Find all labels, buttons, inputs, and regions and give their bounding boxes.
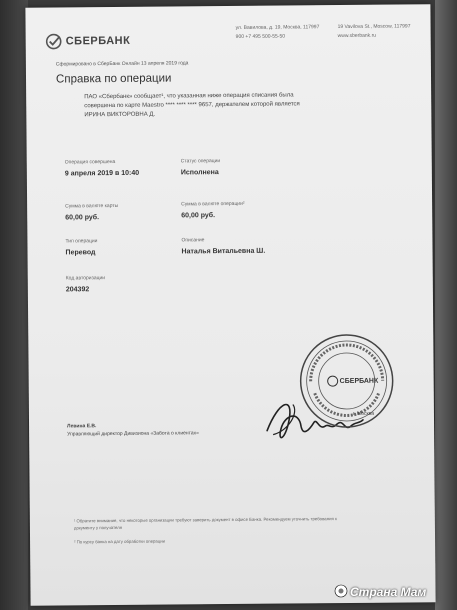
document-paper xyxy=(25,4,435,606)
address-en xyxy=(338,22,411,41)
stamp-bank-name: СБЕРБАНК xyxy=(339,377,379,386)
card-amount-value: 60,00 руб. xyxy=(65,214,100,222)
watermark-icon xyxy=(334,584,348,598)
auth-code-value: 204392 xyxy=(65,286,90,294)
auth-code-label: Код авторизации xyxy=(65,275,106,282)
sberbank-logo-icon xyxy=(46,33,62,49)
watermark-text: Страна Мам xyxy=(350,585,427,599)
address-line: www.sberbank.ru xyxy=(337,32,377,40)
recipient-value: Наталья Витальевна Ш. xyxy=(181,247,266,256)
op-amount-value: 60,00 руб. xyxy=(181,212,216,220)
background-right xyxy=(435,0,457,610)
address-ru xyxy=(236,23,320,42)
status-label: Статус операции xyxy=(180,158,221,165)
footnote-1: ¹ Обратите внимание, что некоторые организации требуют заверить документ в офисе Банка. Рекомендуем уточнить требования к документу у получателя xyxy=(73,516,337,531)
official-stamp xyxy=(296,331,397,432)
sberbank-logo xyxy=(46,33,131,50)
document-message: ПАО «Сбербанк» сообщает¹, что указанная ниже операция списания была совершена по карте Maestro **** **** **** 9657, держателем которой является ИРИНА ВИКТОРОВНА Д. xyxy=(84,92,300,119)
signatory-name: Левина Е.В. xyxy=(67,423,97,430)
logo-text: СБЕРБАНК xyxy=(65,34,131,48)
signatory-position: Управляющий директор Дивизиона «Забота о клиентах» xyxy=(67,430,199,438)
address-line: 900 +7 495 500-55-50 xyxy=(235,33,286,40)
op-amount-label: Сумма в валюте операции² xyxy=(181,200,245,208)
type-label: Тип операции xyxy=(65,238,98,245)
footnote-2: ² По курсу банка на дату обработки операции xyxy=(74,538,166,545)
generated-note: Сформировано в СберБанк Онлайн 13 апреля 2019 года xyxy=(55,60,189,68)
background-left xyxy=(0,0,28,610)
status-value: Исполнена xyxy=(180,169,219,177)
type-value: Перевод xyxy=(65,249,96,257)
date-value: 9 апреля 2019 в 10:40 xyxy=(64,169,140,178)
page-title: Справка по операции xyxy=(55,72,172,86)
recipient-label: Описание xyxy=(181,237,205,244)
address-line: ул. Вавилова, д. 19, Москва, 117997 xyxy=(235,24,320,31)
stamp-city: г. Москва xyxy=(352,410,375,417)
date-label: Операция совершена xyxy=(64,159,116,166)
card-amount-label: Сумма в валюте карты xyxy=(65,202,119,210)
address-line: 19 Vavilova St., Moscow, 117997 xyxy=(337,23,411,31)
